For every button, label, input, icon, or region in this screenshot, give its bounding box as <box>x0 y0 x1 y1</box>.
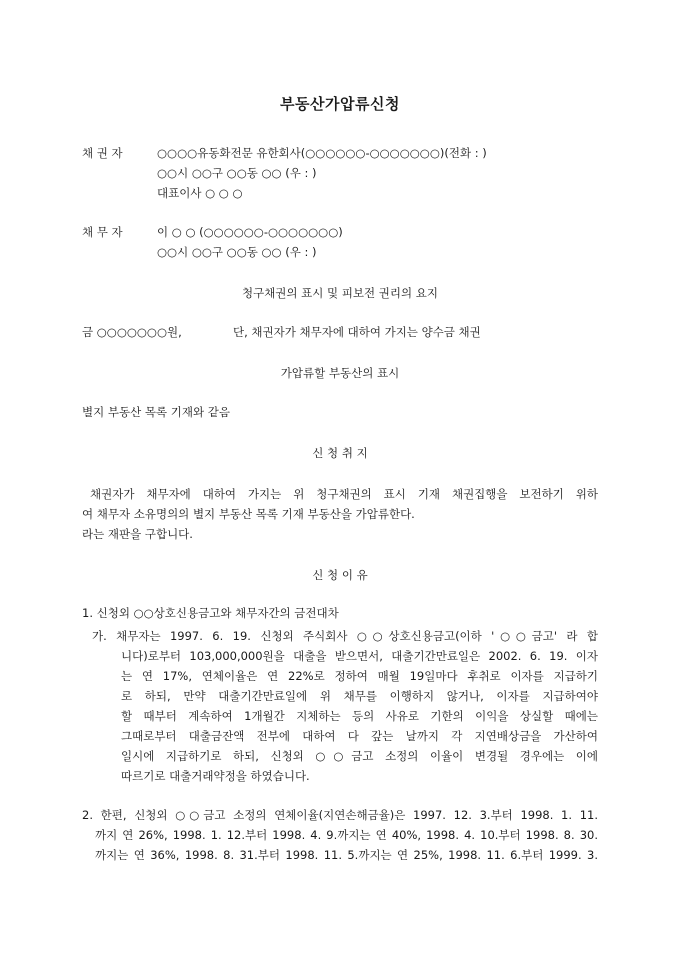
debtor-address-line: ○○시 ○○구 ○○동 ○○ (우 : ) <box>157 245 317 259</box>
property-heading: 가압류할 부동산의 표시 <box>280 366 400 380</box>
property-text: 별지 부동산 목록 기재와 같음 <box>82 405 230 419</box>
purpose-line-2: 여 채무자 소유명의의 별지 부동산 목록 기재 부동산을 가압류한다. <box>82 507 415 521</box>
reason1-line-2: 니다)로부터 103,000,000원을 대출을 받으면서, 대출기간만료일은 2002. 6. 19. 이자 <box>121 649 598 663</box>
reason2-line-1: 2. 한편, 신청외 ○○금고 소정의 연체이율(지연손해금율)은 1997. 12. 3.부터 1998. 1. 11. <box>82 808 598 822</box>
claim-amount: 금 ○○○○○○○원, <box>82 325 182 339</box>
reason2-line-3: 까지는 연 36%, 1998. 8. 31.부터 1998. 11. 5.까지는 연 25%, 1998. 11. 6.부터 1999. 3. <box>95 848 598 862</box>
purpose-line-1: 채권자가 채무자에 대하여 가지는 위 청구채권의 표시 기재 채권집행을 보전하기 위하 <box>90 487 598 501</box>
document-title: 부동산가압류신청 <box>280 95 400 113</box>
creditor-label: 채 권 자 <box>82 146 123 160</box>
purpose-heading: 신 청 취 지 <box>312 446 368 460</box>
claim-description: 단, 채권자가 채무자에 대하여 가지는 양수금 채권 <box>233 325 481 339</box>
reason-heading: 신 청 이 유 <box>312 568 368 582</box>
reason1-line-7: 일시에 지급하기로 하되, 신청외 ○○금고 소정의 이율이 변경될 경우에는 이에 <box>121 749 598 763</box>
reason1-title: 1. 신청외 ○○상호신용금고와 채무자간의 금전대차 <box>82 606 339 620</box>
purpose-line-3: 라는 재판을 구합니다. <box>82 527 193 541</box>
reason1-line-8: 따르기로 대출거래약정을 하였습니다. <box>121 769 310 783</box>
reason1-line-4: 로 하되, 만약 대출기간만료일에 위 채무를 이행하지 않거나, 이자를 지급하여야 <box>121 689 598 703</box>
reason1-line-6: 그때로부터 대출금잔액 전부에 대하여 다 갚는 날까지 각 지연배상금을 가산하여 <box>121 729 598 743</box>
reason1-line-1: 가. 채무자는 1997. 6. 19. 신청외 주식회사 ○○상호신용금고(이하 '○○금고' 라 합 <box>92 629 598 643</box>
debtor-name-line: 이 ○ ○ (○○○○○○-○○○○○○○) <box>157 225 343 239</box>
reason1-line-5: 할 때부터 계속하여 1개월간 지체하는 등의 사유로 기한의 이익을 상실할 때에는 <box>121 709 598 723</box>
creditor-representative-line: 대표이사 ○ ○ ○ <box>157 186 243 200</box>
reason2-line-2: 까지 연 26%, 1998. 1. 12.부터 1998. 4. 9.까지는 연 40%, 1998. 4. 10.부터 1998. 8. 30. <box>95 828 598 842</box>
creditor-name-line: ○○○○유동화전문 유한회사(○○○○○○-○○○○○○○)(전화 : ) <box>157 146 487 160</box>
creditor-address-line: ○○시 ○○구 ○○동 ○○ (우 : ) <box>157 166 317 180</box>
reason1-line-3: 는 연 17%, 연체이율은 연 22%로 정하여 매월 19일마다 후취로 이자를 지급하기 <box>121 669 598 683</box>
claim-heading: 청구채권의 표시 및 피보전 권리의 요지 <box>241 286 439 300</box>
debtor-label: 채 무 자 <box>82 225 123 239</box>
